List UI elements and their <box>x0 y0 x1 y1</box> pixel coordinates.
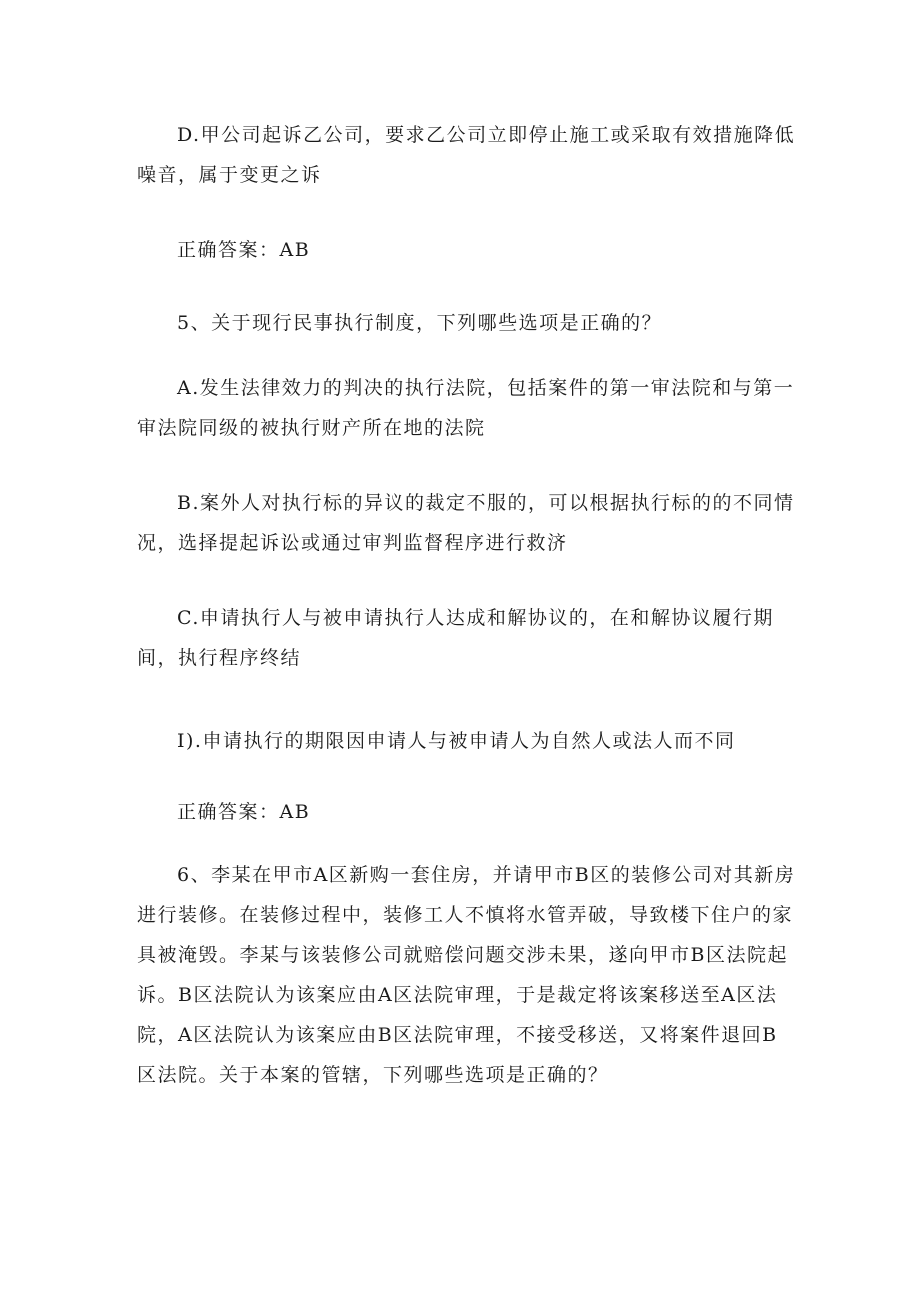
question-6: 6、李某在甲市A区新购一套住房，并请甲市B区的装修公司对其新房进行装修。在装修过程中，装修工人不慎将水管弄破，导致楼下住户的家具被淹毁。李某与该装修公司就赔偿问题交涉未果，遂向甲市B区法院起诉。B区法院认为该案应由A区法院审理，于是裁定将该案移送至A区法院，A区法院认为该案应由B区法院审理，不接受移送，又将案件退回B区法院。关于本案的管辖，下列哪些选项是正确的？ <box>137 864 796 1086</box>
answer-line: 正确答案：AB <box>177 239 311 261</box>
option-a-paragraph: A.发生法律效力的判决的执行法院，包括案件的第一审法院和与第一审法院同级的被执行财产所在地的法院 <box>137 377 795 439</box>
question-5: 5、关于现行民事执行制度，下列哪些选项是正确的？ <box>177 312 663 334</box>
answer-line-2: 正确答案：AB <box>177 801 311 823</box>
option-d-paragraph-2: I).申请执行的期限因申请人与被申请人为自然人或法人而不同 <box>177 730 736 752</box>
option-d-paragraph: D.甲公司起诉乙公司，要求乙公司立即停止施工或采取有效措施降低噪音，属于变更之诉 <box>137 124 796 186</box>
option-b-paragraph: B.案外人对执行标的异议的裁定不服的，可以根据执行标的的不同情况，选择提起诉讼或通过审判监督程序进行救济 <box>137 492 795 554</box>
option-c-paragraph: C.申请执行人与被申请执行人达成和解协议的，在和解协议履行期间，执行程序终结 <box>137 607 774 669</box>
